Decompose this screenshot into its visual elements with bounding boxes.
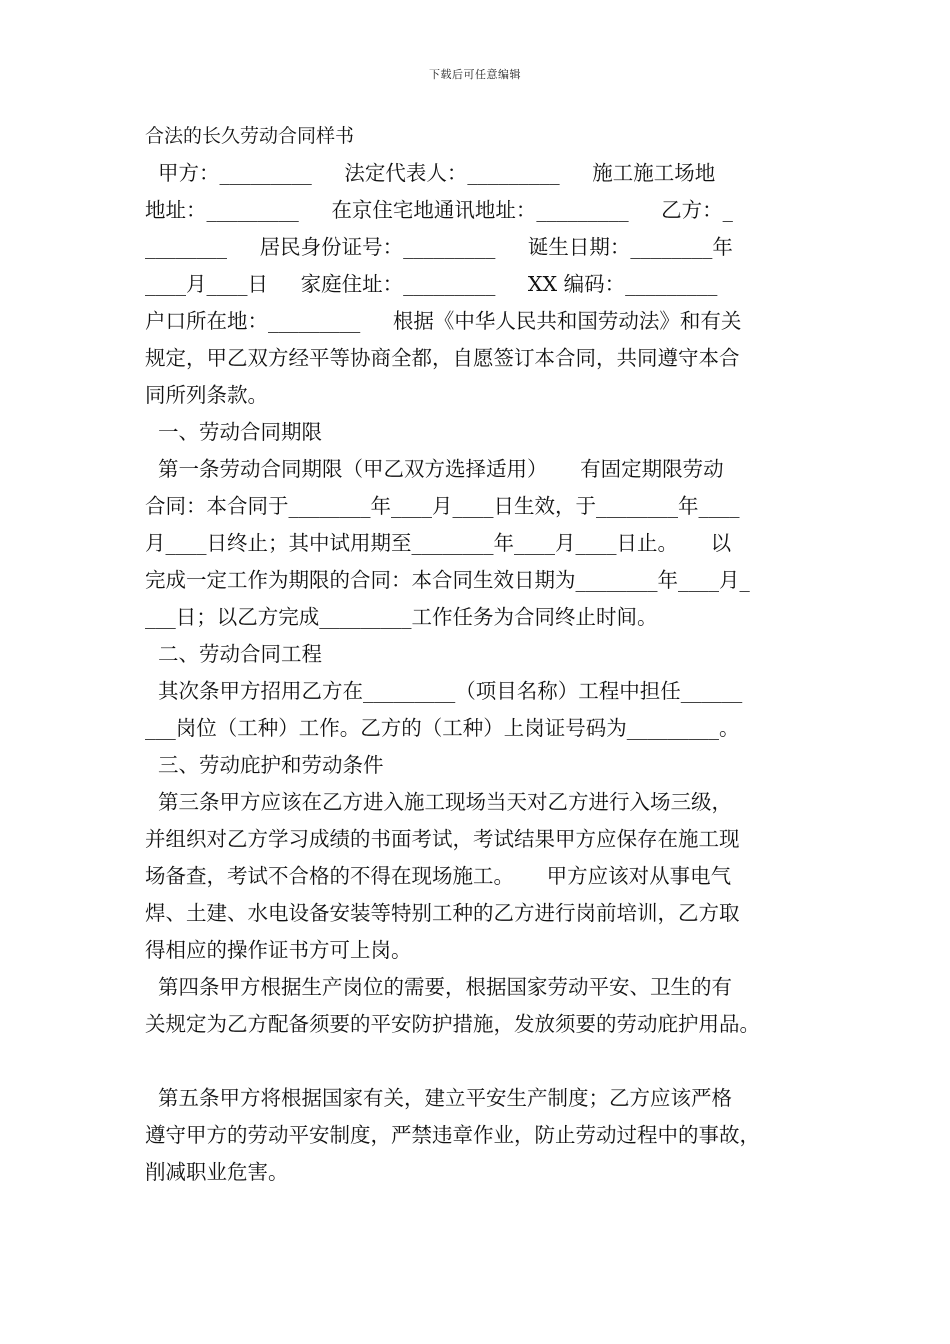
text-line: 第三条甲方应该在乙方进入施工现场当天对乙方进行入场三级，	[145, 790, 733, 814]
text-line: 合同：本合同于________年____月____日生效，于________年____	[145, 494, 740, 518]
section-heading: 一、劳动合同期限	[145, 420, 323, 444]
text-line: 第一条劳动合同期限（甲乙双方选择适用） 有固定期限劳动	[145, 457, 724, 481]
text-line: 同所列条款。	[145, 383, 268, 407]
text-line: 规定，甲乙双方经平等协商全都，自愿签订本合同，共同遵守本合	[145, 346, 740, 370]
text-line: 其次条甲方招用乙方在_________（项目名称）工程中担任______	[145, 679, 743, 703]
text-line: ________ 居民身份证号：_________ 诞生日期：________年	[145, 235, 733, 259]
text-line: 削减职业危害。	[145, 1160, 289, 1184]
text-line: 甲方：_________ 法定代表人：_________ 施工施工场地	[145, 161, 716, 185]
text-line: 场备查，考试不合格的不得在现场施工。 甲方应该对从事电气	[145, 864, 732, 888]
section-heading: 二、劳动合同工程	[145, 642, 323, 666]
blank-line	[145, 1043, 815, 1080]
text-line: 地址：_________ 在京住宅地通讯地址：_________ 乙方：_	[145, 198, 733, 222]
page-header-note: 下载后可任意编辑	[429, 68, 521, 81]
text-line: 焊、土建、水电设备安装等特别工种的乙方进行岗前培训，乙方取	[145, 901, 740, 925]
text-line: ___岗位（工种）工作。乙方的（工种）上岗证号码为_________。	[145, 716, 740, 740]
text-line: 第四条甲方根据生产岗位的需要，根据国家劳动平安、卫生的有	[145, 975, 733, 999]
document-title: 合法的长久劳动合同样书	[145, 125, 355, 147]
text-line: ____月____日 家庭住址：_________ XX 编码：_________	[145, 272, 718, 296]
text-line: 月____日终止；其中试用期至________年____月____日止。 以	[145, 531, 732, 555]
section-heading: 三、劳动庇护和劳动条件	[145, 753, 384, 777]
text-line: 关规定为乙方配备须要的平安防护措施，发放须要的劳动庇护用品。	[145, 1012, 760, 1036]
text-line: ___日；以乙方完成_________工作任务为合同终止时间。	[145, 605, 658, 629]
text-line: 并组织对乙方学习成绩的书面考试，考试结果甲方应保存在施工现	[145, 827, 740, 851]
text-line: 得相应的操作证书方可上岗。	[145, 938, 412, 962]
text-line: 第五条甲方将根据国家有关，建立平安生产制度；乙方应该严格	[145, 1086, 733, 1110]
text-line: 遵守甲方的劳动平安制度，严禁违章作业，防止劳动过程中的事故，	[145, 1123, 760, 1147]
text-line: 户口所在地：_________ 根据《中华人民共和国劳动法》和有关	[145, 309, 742, 333]
document-body	[145, 118, 815, 1191]
text-line: 完成一定工作为期限的合同：本合同生效日期为________年____月_	[145, 568, 750, 592]
